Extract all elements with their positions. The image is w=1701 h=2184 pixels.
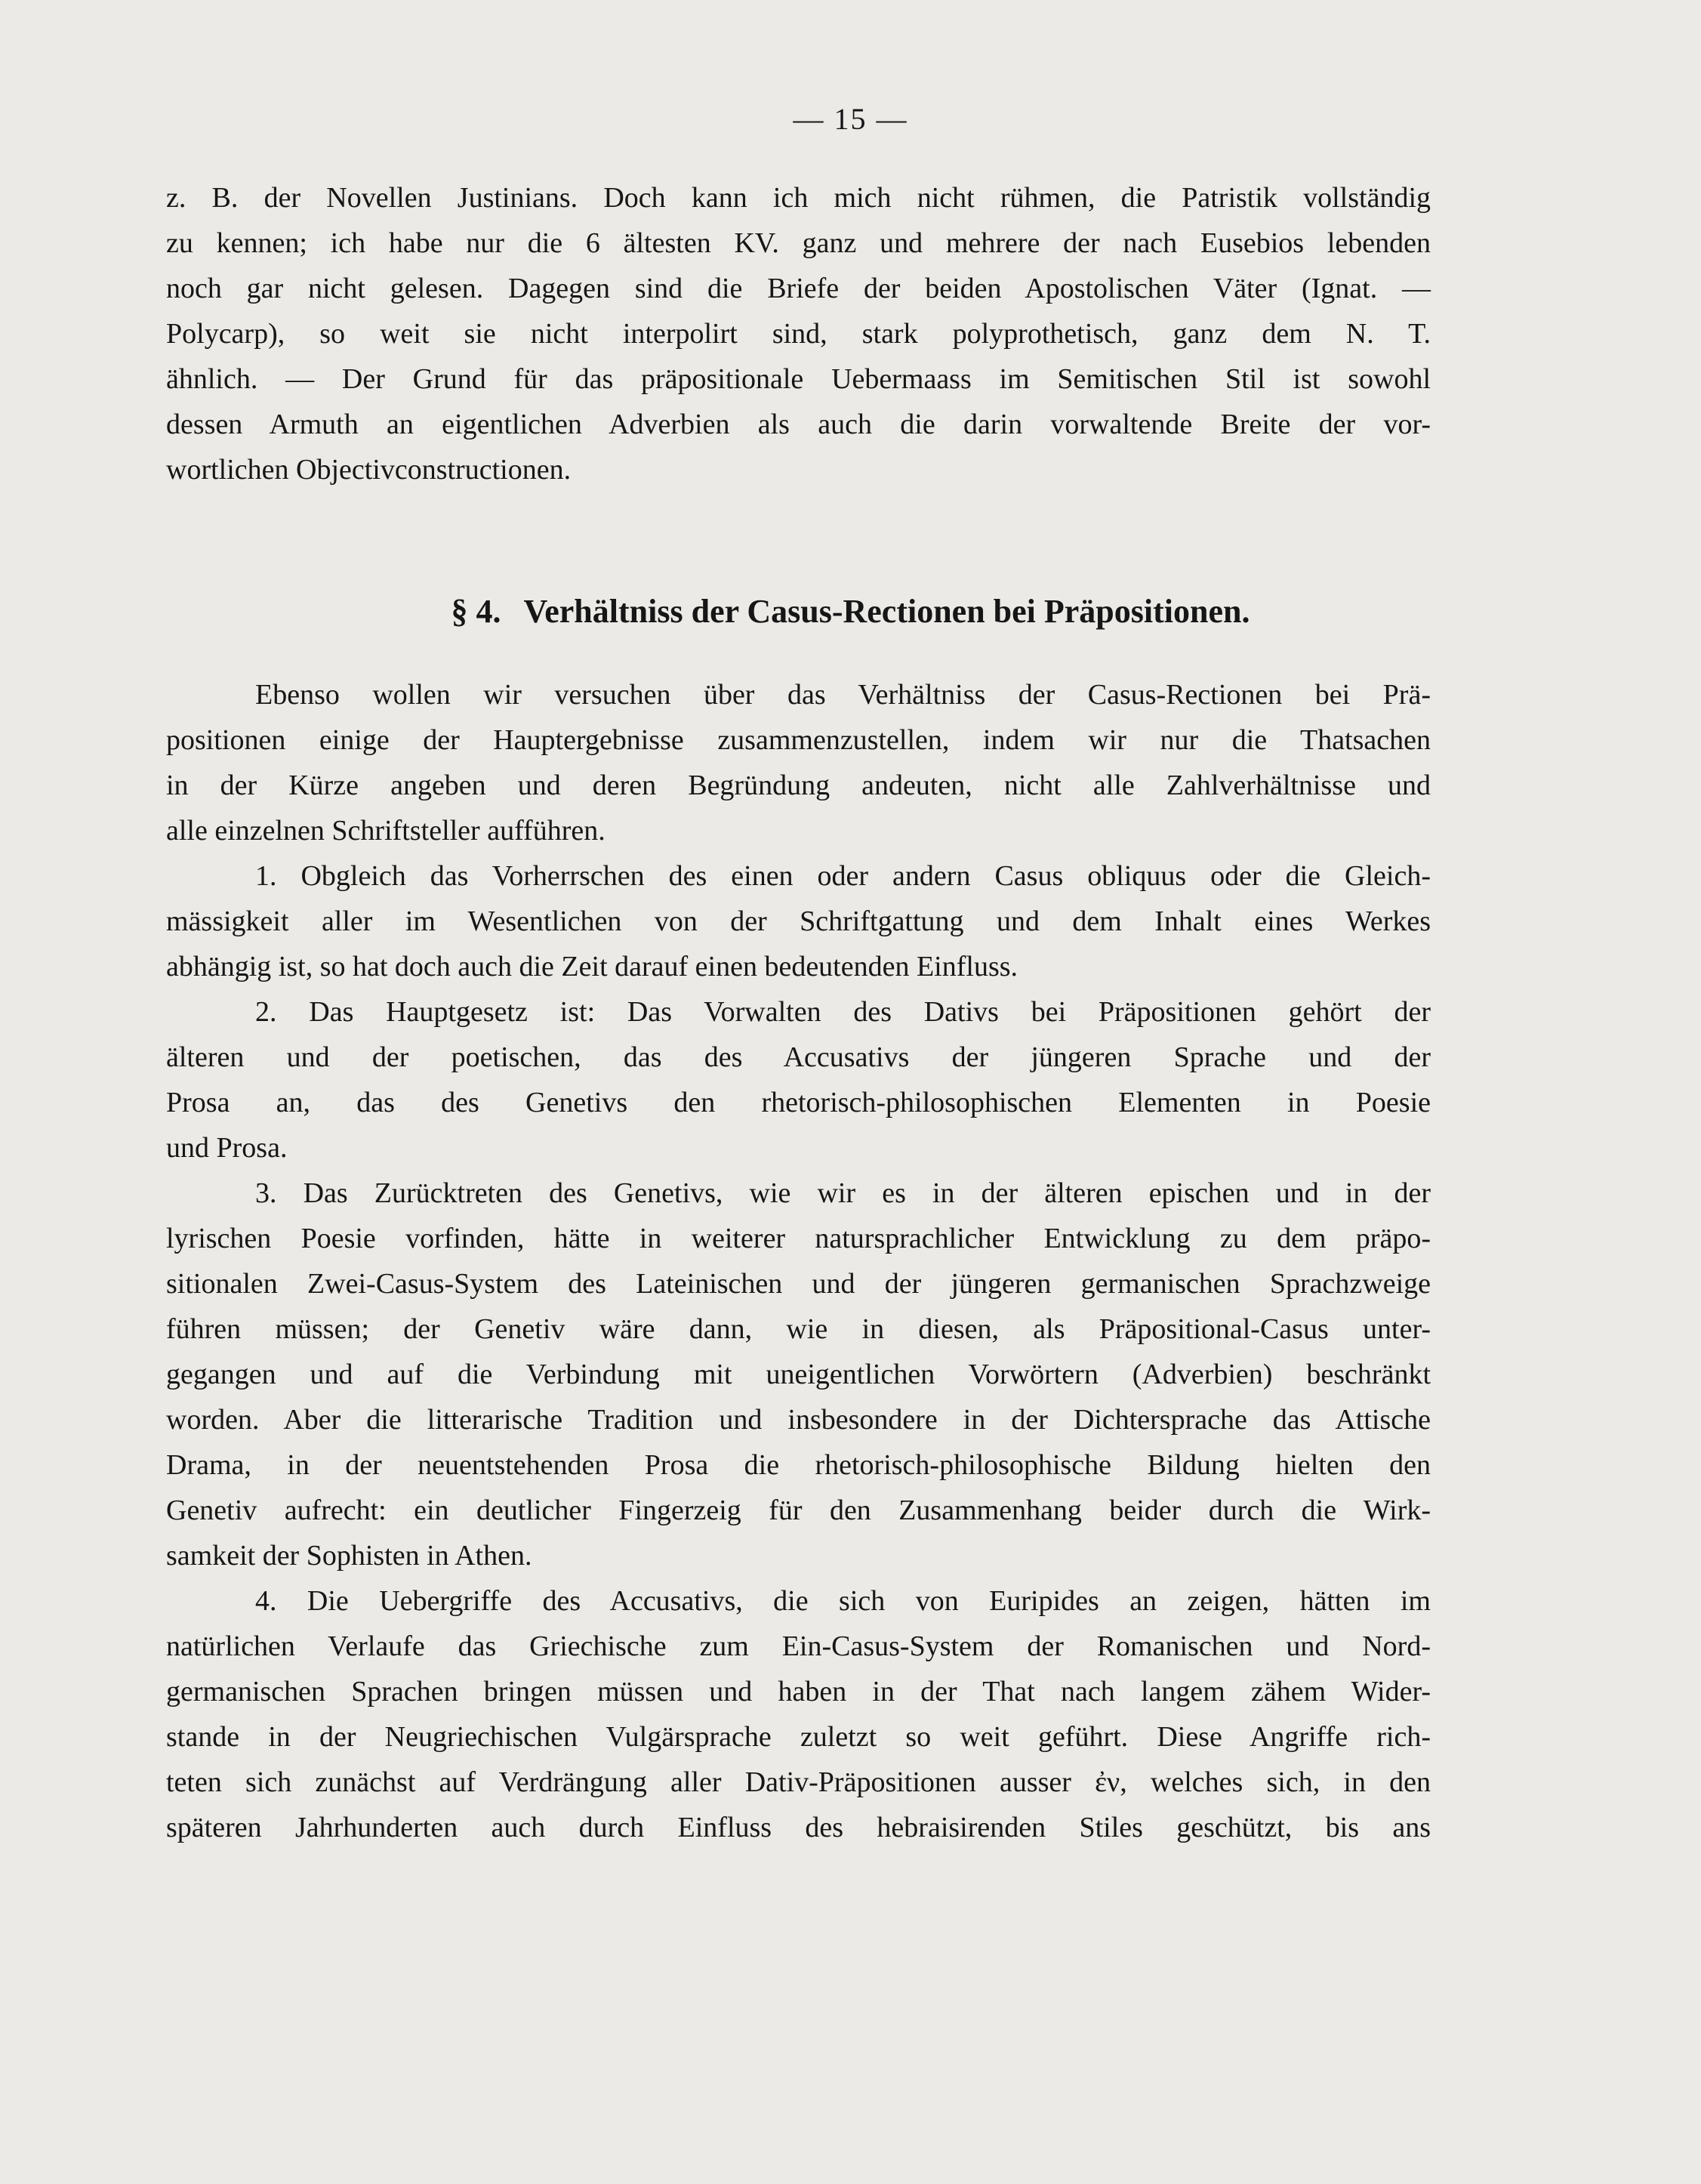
text-line: wortlichen Objectivconstructionen. xyxy=(166,454,572,486)
text-line: Drama, in der neuentstehenden Prosa die rhetorisch-philosophische Bildung hielten den xyxy=(166,1449,1431,1481)
text-line: und Prosa. xyxy=(166,1132,288,1164)
text-line: worden. Aber die litterarische Tradition und insbesondere in der Dichtersprache das Attische xyxy=(166,1404,1431,1436)
text-line: samkeit der Sophisten in Athen. xyxy=(166,1540,532,1572)
section-body xyxy=(166,672,1431,1850)
section-number: § 4. xyxy=(451,593,501,630)
text-line: älteren und der poetischen, das des Accusativs der jüngeren Sprache und der xyxy=(166,1041,1431,1073)
text-line: sitionalen Zwei-Casus-System des Lateinischen und der jüngeren germanischen Sprachzweige xyxy=(166,1268,1431,1300)
text-line: positionen einige der Hauptergebnisse zusammenzustellen, indem wir nur die Thatsachen xyxy=(166,724,1431,756)
text-line: 1. Obgleich das Vorherrschen des einen oder andern Casus obliquus oder die Gleich- xyxy=(255,860,1431,892)
text-line: lyrischen Poesie vorfinden, hätte in weiterer natursprachlicher Entwicklung zu dem präpo- xyxy=(166,1223,1431,1254)
section-title: Verhältniss der Casus-Rectionen bei Präpositionen. xyxy=(523,593,1250,630)
text-line: zu kennen; ich habe nur die 6 ältesten KV. ganz und mehrere der nach Eusebios lebenden xyxy=(166,227,1431,259)
text-line: mässigkeit aller im Wesentlichen von der Schriftgattung und dem Inhalt eines Werkes xyxy=(166,905,1431,937)
section-heading xyxy=(0,589,1701,634)
page-number: — 15 — xyxy=(793,102,908,136)
text-line: in der Kürze angeben und deren Begründung andeuten, nicht alle Zahlverhältnisse und xyxy=(166,770,1431,801)
text-line: Ebenso wollen wir versuchen über das Verhältniss der Casus-Rectionen bei Prä- xyxy=(255,679,1431,711)
text-line: 2. Das Hauptgesetz ist: Das Vorwalten des Dativs bei Präpositionen gehört der xyxy=(255,996,1431,1028)
text-line: führen müssen; der Genetiv wäre dann, wie in diesen, als Präpositional-Casus unter- xyxy=(166,1313,1431,1345)
text-line: abhängig ist, so hat doch auch die Zeit darauf einen bedeutenden Einfluss. xyxy=(166,951,1018,982)
text-line: z. B. der Novellen Justinians. Doch kann ich mich nicht rühmen, die Patristik vollständig xyxy=(166,182,1431,214)
text-line: Genetiv aufrecht: ein deutlicher Fingerzeig für den Zusammenhang beider durch die Wirk- xyxy=(166,1495,1431,1526)
text-line: gegangen und auf die Verbindung mit uneigentlichen Vorwörtern (Adverbien) beschränkt xyxy=(166,1359,1431,1390)
text-line: Prosa an, das des Genetivs den rhetorisch-philosophischen Elementen in Poesie xyxy=(166,1087,1431,1118)
text-line: noch gar nicht gelesen. Dagegen sind die Briefe der beiden Apostolischen Väter (Ignat. — xyxy=(166,273,1431,304)
text-line: dessen Armuth an eigentlichen Adverbien als auch die darin vorwaltende Breite der vor- xyxy=(166,409,1431,440)
text-line: teten sich zunächst auf Verdrängung aller Dativ-Präpositionen ausser ἐν, welches sich, in den xyxy=(166,1766,1431,1798)
text-line: späteren Jahrhunderten auch durch Einfluss des hebraisirenden Stiles geschützt, bis ans xyxy=(166,1812,1431,1843)
text-line: stande in der Neugriechischen Vulgärsprache zuletzt so weit geführt. Diese Angriffe rich- xyxy=(166,1721,1431,1753)
text-line: germanischen Sprachen bringen müssen und haben in der That nach langem zähem Wider- xyxy=(166,1676,1431,1707)
text-line: 4. Die Uebergriffe des Accusativs, die sich von Euripides an zeigen, hätten im xyxy=(255,1585,1431,1617)
paragraph-footnote-continuation xyxy=(166,175,1431,492)
text-line: 3. Das Zurücktreten des Genetivs, wie wir es in der älteren epischen und in der xyxy=(255,1177,1431,1209)
text-line: alle einzelnen Schriftsteller aufführen. xyxy=(166,815,606,847)
text-line: ähnlich. — Der Grund für das präpositionale Uebermaass im Semitischen Stil ist sowohl xyxy=(166,363,1431,395)
text-line: Polycarp), so weit sie nicht interpolirt sind, stark polyprothetisch, ganz dem N. T. xyxy=(166,318,1431,350)
text-line: natürlichen Verlaufe das Griechische zum Ein-Casus-System der Romanischen und Nord- xyxy=(166,1630,1431,1662)
